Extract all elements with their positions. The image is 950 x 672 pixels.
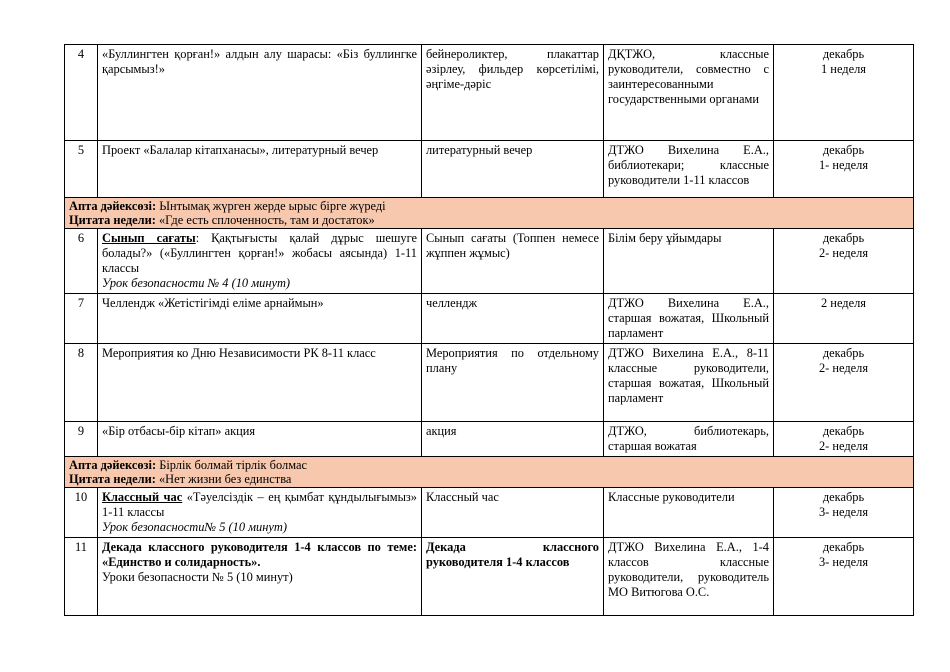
- date-cell: [774, 344, 914, 422]
- form-cell: литературный вечер: [422, 141, 604, 198]
- quote-kz-label: Апта дәйексөзі:: [69, 199, 157, 213]
- responsible-cell: Білім беру ұйымдары: [604, 229, 774, 294]
- date-month: декабрь: [822, 231, 865, 245]
- event-note: Урок безопасности № 4 (10 минут): [102, 276, 291, 290]
- date-cell: [774, 229, 914, 294]
- event-cell: Мероприятия ко Дню Независимости РК 8-11 класс: [98, 344, 422, 422]
- events-plan-table: [64, 44, 914, 616]
- row-number: 7: [65, 294, 98, 344]
- quote-ru-text: «Нет жизни без единства: [155, 472, 292, 486]
- row-number: 6: [65, 229, 98, 294]
- quote-of-week-row: [65, 198, 914, 229]
- date-month: декабрь: [822, 143, 865, 157]
- event-text: Уроки безопасности № 5 (10 минут): [102, 570, 293, 584]
- event-title: Сынып сағаты: [102, 231, 196, 245]
- form-cell: челлендж: [422, 294, 604, 344]
- date-cell: [774, 422, 914, 457]
- responsible-cell: Классные руководители: [604, 488, 774, 538]
- date-week: 2- неделя: [818, 361, 869, 375]
- date-cell: [774, 45, 914, 141]
- quote-of-week-row: [65, 457, 914, 488]
- date-month: декабрь: [822, 490, 865, 504]
- responsible-cell: ДТЖО Вихелина Е.А., старшая вожатая, Школьный парламент: [604, 294, 774, 344]
- event-text: : Қақтығысты қалай дұрыс шешуге болады?» («Буллингтен қорған!» жобасы аясында) 1-11 классы: [102, 231, 418, 275]
- quote-of-week: [65, 457, 914, 488]
- event-cell: [98, 229, 422, 294]
- row-number: 4: [65, 45, 98, 141]
- table-row: [65, 45, 914, 141]
- table-row: [65, 294, 914, 344]
- quote-kz-text: Бірлік болмай тірлік болмас: [156, 458, 307, 472]
- quote-ru-label: Цитата недели:: [69, 472, 156, 486]
- date-cell: [774, 538, 914, 616]
- date-month: декабрь: [822, 540, 865, 554]
- responsible-cell: ДТЖО Вихелина Е.А., 1-4 классов классные руководители, руководитель МО Витюгова О.С.: [604, 538, 774, 616]
- event-cell: «Бір отбасы-бір кітап» акция: [98, 422, 422, 457]
- date-cell: [774, 141, 914, 198]
- table-row: [65, 141, 914, 198]
- event-cell: [98, 538, 422, 616]
- quote-ru-text: «Где есть сплоченность, там и достаток»: [155, 213, 375, 227]
- event-title: Классный час: [102, 490, 183, 504]
- responsible-cell: ДТЖО Вихелина Е.А., библиотекари; классные руководители 1-11 классов: [604, 141, 774, 198]
- form-cell: акция: [422, 422, 604, 457]
- table-row: [65, 422, 914, 457]
- quote-kz-label: Апта дәйексөзі:: [69, 458, 157, 472]
- date-week: 2- неделя: [818, 246, 869, 260]
- responsible-cell: ДҚТЖО, классные руководители, совместно с заинтересованными государственными органами: [604, 45, 774, 141]
- quote-of-week: [65, 198, 914, 229]
- date-month: декабрь: [822, 424, 865, 438]
- event-cell: «Буллингтен қорған!» алдын алу шарасы: «Біз буллингке қарсымыз!»: [98, 45, 422, 141]
- date-week: 3- неделя: [818, 555, 869, 569]
- form-cell: Мероприятия по отдельному плану: [422, 344, 604, 422]
- date-week: 1- неделя: [818, 158, 869, 172]
- responsible-cell: ДТЖО, библиотекарь, старшая вожатая: [604, 422, 774, 457]
- date-cell: [774, 488, 914, 538]
- form-cell: бейнероликтер, плакаттар әзірлеу, фильдер көрсетілімі, әңгіме-дәріс: [422, 45, 604, 141]
- quote-kz-text: Ынтымақ жүрген жерде ырыс бірге жүреді: [156, 199, 386, 213]
- date-week: 3- неделя: [818, 505, 869, 519]
- row-number: 5: [65, 141, 98, 198]
- row-number: 8: [65, 344, 98, 422]
- row-number: 11: [65, 538, 98, 616]
- event-note: Урок безопасности№ 5 (10 минут): [102, 520, 287, 534]
- table-row: [65, 344, 914, 422]
- form-cell: Сынып сағаты (Топпен немесе жұппен жұмыс): [422, 229, 604, 294]
- event-cell: [98, 488, 422, 538]
- quote-ru-label: Цитата недели:: [69, 213, 156, 227]
- form-cell: Декада классного руководителя 1-4 классов: [422, 538, 604, 616]
- event-cell: Проект «Балалар кітапханасы», литературный вечер: [98, 141, 422, 198]
- event-text: «Тәуелсіздік – ең қымбат құндылығымыз» 1-11 классы: [102, 490, 417, 519]
- form-cell: Классный час: [422, 488, 604, 538]
- row-number: 10: [65, 488, 98, 538]
- table-row: [65, 488, 914, 538]
- event-title: Декада классного руководителя 1-4 классов по теме: «Единство и солидарность».: [102, 540, 417, 569]
- date-week: 2- неделя: [818, 439, 869, 453]
- date-month: декабрь: [822, 346, 865, 360]
- date-cell: [774, 294, 914, 344]
- table-row: [65, 229, 914, 294]
- date-week: 2 неделя: [821, 296, 866, 310]
- event-cell: Челлендж «Жетістігімді еліме арнаймын»: [98, 294, 422, 344]
- row-number: 9: [65, 422, 98, 457]
- responsible-cell: ДТЖО Вихелина Е.А., 8-11 классные руководители, старшая вожатая, Школьный парламент: [604, 344, 774, 422]
- table-row: [65, 538, 914, 616]
- date-month: декабрь: [822, 47, 865, 61]
- date-week: 1 неделя: [821, 62, 866, 76]
